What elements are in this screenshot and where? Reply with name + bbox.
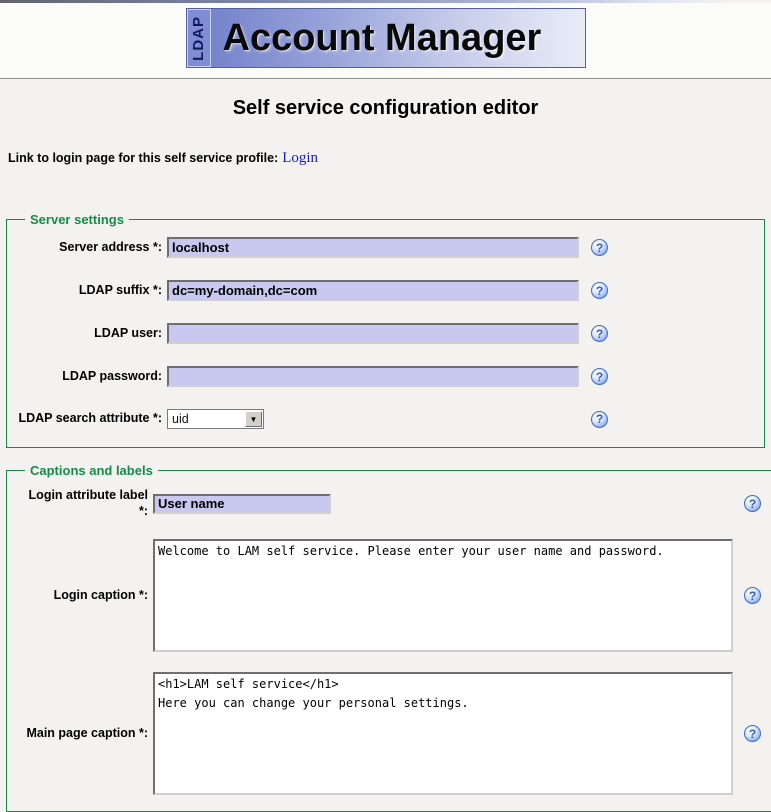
help-icon[interactable]: ?: [744, 725, 761, 742]
ldap-password-label: LDAP password:: [62, 368, 162, 383]
server-address-label: Server address *:: [59, 239, 162, 254]
header: [0, 3, 771, 79]
help-icon[interactable]: ?: [591, 411, 608, 428]
ldap-search-attribute-row: [17, 409, 754, 429]
login-caption-row: [17, 539, 767, 652]
help-icon[interactable]: ?: [744, 495, 761, 512]
main-page-caption-label: Main page caption *:: [26, 725, 148, 740]
login-attribute-label: Login attribute label *:: [28, 488, 148, 518]
logo-title: Account Manager: [222, 16, 542, 59]
server-address-input[interactable]: [167, 237, 579, 258]
captions-labels-legend: Captions and labels: [30, 463, 153, 478]
ldap-suffix-label: LDAP suffix *:: [78, 282, 162, 297]
ldap-user-label: LDAP user:: [94, 325, 162, 340]
login-link-label: Link to login page for this self service profile:: [8, 151, 279, 165]
login-link-row: [8, 150, 771, 167]
chevron-down-icon[interactable]: ▼: [245, 411, 262, 427]
help-icon[interactable]: ?: [744, 587, 761, 604]
server-settings-legend: Server settings: [30, 212, 124, 227]
page-title: Self service configuration editor: [232, 97, 539, 119]
ldap-suffix-input[interactable]: [167, 280, 579, 301]
captions-labels-fieldset: [6, 463, 771, 812]
help-icon[interactable]: ?: [591, 325, 608, 342]
login-link[interactable]: Login: [282, 150, 319, 166]
help-icon[interactable]: ?: [591, 368, 608, 385]
login-attribute-row: [17, 488, 767, 519]
ldap-vertical-text: LDAP: [190, 15, 207, 61]
ldap-password-row: [17, 366, 754, 387]
server-settings-fieldset: [6, 212, 765, 448]
help-icon[interactable]: ?: [591, 282, 608, 299]
ldap-suffix-row: [17, 280, 754, 301]
login-caption-label: Login caption *:: [53, 587, 148, 602]
main-page-caption-textarea[interactable]: [153, 672, 733, 795]
select-value: uid: [172, 412, 189, 426]
server-address-row: [17, 237, 754, 258]
ldap-vertical-badge: [187, 9, 211, 67]
ldap-search-attribute-label: LDAP search attribute *:: [18, 411, 162, 426]
lam-logo: [186, 8, 586, 68]
ldap-user-row: [17, 323, 754, 344]
main-page-caption-row: [17, 672, 767, 795]
ldap-user-input[interactable]: [167, 323, 579, 344]
help-icon[interactable]: ?: [591, 239, 608, 256]
login-caption-textarea[interactable]: [153, 539, 733, 652]
ldap-password-input[interactable]: [167, 366, 579, 387]
ldap-search-attribute-select[interactable]: [167, 409, 264, 429]
login-attribute-input[interactable]: [153, 494, 331, 514]
